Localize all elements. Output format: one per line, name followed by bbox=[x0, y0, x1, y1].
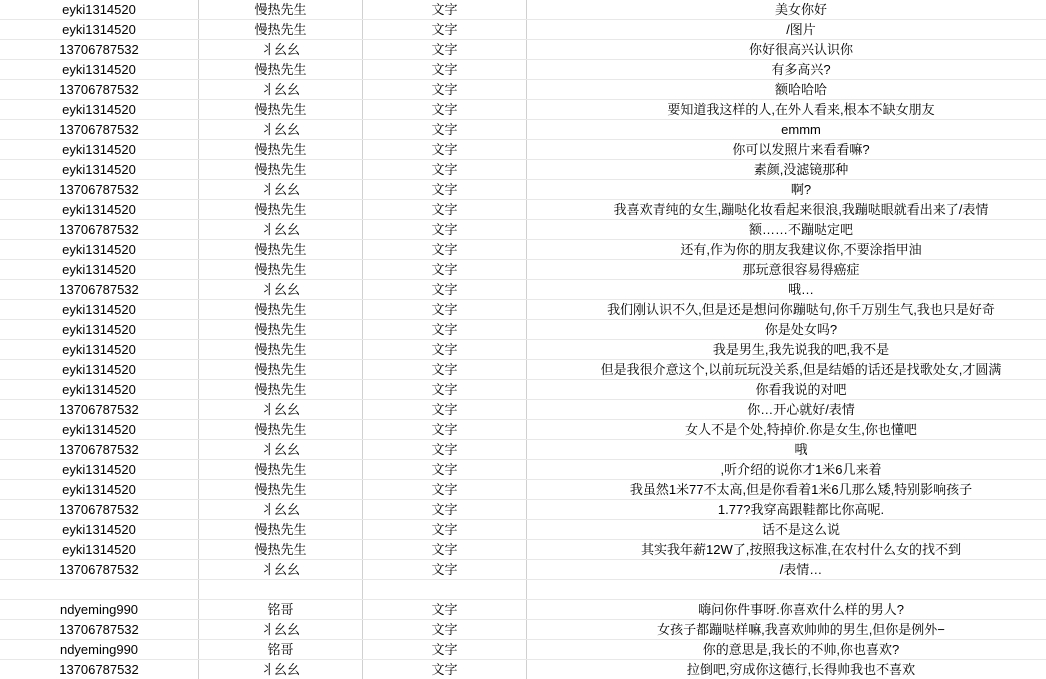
cell-nickname: 丬幺幺 bbox=[199, 80, 363, 100]
table-row bbox=[0, 480, 1046, 500]
cell-message: 你…开心就好/表情 bbox=[527, 400, 1046, 420]
table-row bbox=[0, 80, 1046, 100]
cell-account: eyki1314520 bbox=[0, 480, 199, 500]
cell-account: eyki1314520 bbox=[0, 0, 199, 20]
cell-type: 文字 bbox=[363, 40, 527, 60]
table-row bbox=[0, 360, 1046, 380]
cell-account: 13706787532 bbox=[0, 40, 199, 60]
cell-message: 我虽然1米77不太高,但是你看着1米6几那么矮,特别影响孩子 bbox=[527, 480, 1046, 500]
cell-type: 文字 bbox=[363, 200, 527, 220]
cell-message: 女孩子都蹦哒样嘛,我喜欢帅帅的男生,但你是例外− bbox=[527, 620, 1046, 640]
cell-account: eyki1314520 bbox=[0, 200, 199, 220]
table-row bbox=[0, 180, 1046, 200]
cell-account: eyki1314520 bbox=[0, 380, 199, 400]
cell-nickname: 慢热先生 bbox=[199, 160, 363, 180]
table-row bbox=[0, 100, 1046, 120]
table-row bbox=[0, 160, 1046, 180]
table-row bbox=[0, 20, 1046, 40]
cell-nickname: 慢热先生 bbox=[199, 360, 363, 380]
table-row bbox=[0, 240, 1046, 260]
cell-type: 文字 bbox=[363, 300, 527, 320]
cell-type: 文字 bbox=[363, 60, 527, 80]
cell-nickname: 慢热先生 bbox=[199, 240, 363, 260]
cell-message: 要知道我这样的人,在外人看来,根本不缺女朋友 bbox=[527, 100, 1046, 120]
cell-message: 还有,作为你的朋友我建议你,不要涂指甲油 bbox=[527, 240, 1046, 260]
cell-message: emmm bbox=[527, 120, 1046, 140]
cell-account bbox=[0, 580, 199, 600]
cell-type: 文字 bbox=[363, 500, 527, 520]
table-row bbox=[0, 440, 1046, 460]
cell-nickname: 丬幺幺 bbox=[199, 280, 363, 300]
cell-nickname: 慢热先生 bbox=[199, 140, 363, 160]
cell-account: eyki1314520 bbox=[0, 300, 199, 320]
cell-account: ndyeming990 bbox=[0, 640, 199, 660]
cell-message: 美女你好 bbox=[527, 0, 1046, 20]
cell-type: 文字 bbox=[363, 240, 527, 260]
cell-account: eyki1314520 bbox=[0, 520, 199, 540]
cell-message: 额……不蹦哒定吧 bbox=[527, 220, 1046, 240]
cell-nickname: 慢热先生 bbox=[199, 320, 363, 340]
cell-account: eyki1314520 bbox=[0, 160, 199, 180]
cell-nickname: 丬幺幺 bbox=[199, 220, 363, 240]
table-row bbox=[0, 120, 1046, 140]
cell-nickname: 慢热先生 bbox=[199, 380, 363, 400]
cell-message: 你可以发照片来看看嘛? bbox=[527, 140, 1046, 160]
cell-type: 文字 bbox=[363, 420, 527, 440]
cell-type: 文字 bbox=[363, 120, 527, 140]
cell-type: 文字 bbox=[363, 220, 527, 240]
table-row bbox=[0, 420, 1046, 440]
cell-message: ,听介绍的说你才1米6几来着 bbox=[527, 460, 1046, 480]
cell-type: 文字 bbox=[363, 340, 527, 360]
cell-type: 文字 bbox=[363, 520, 527, 540]
table-row-blank bbox=[0, 580, 1046, 600]
cell-nickname bbox=[199, 580, 363, 600]
cell-type: 文字 bbox=[363, 260, 527, 280]
cell-type: 文字 bbox=[363, 660, 527, 679]
cell-account: 13706787532 bbox=[0, 80, 199, 100]
cell-nickname: 丬幺幺 bbox=[199, 440, 363, 460]
cell-type: 文字 bbox=[363, 600, 527, 620]
cell-type: 文字 bbox=[363, 460, 527, 480]
cell-account: 13706787532 bbox=[0, 280, 199, 300]
cell-type: 文字 bbox=[363, 480, 527, 500]
cell-message: 啊? bbox=[527, 180, 1046, 200]
table-row bbox=[0, 60, 1046, 80]
cell-type: 文字 bbox=[363, 280, 527, 300]
table-row bbox=[0, 40, 1046, 60]
table-row bbox=[0, 0, 1046, 20]
cell-nickname: 丬幺幺 bbox=[199, 560, 363, 580]
cell-nickname: 慢热先生 bbox=[199, 520, 363, 540]
cell-nickname: 丬幺幺 bbox=[199, 180, 363, 200]
cell-message: /表情… bbox=[527, 560, 1046, 580]
table-row bbox=[0, 280, 1046, 300]
cell-message: 嗨问你件事呀.你喜欢什么样的男人? bbox=[527, 600, 1046, 620]
cell-type: 文字 bbox=[363, 360, 527, 380]
cell-type: 文字 bbox=[363, 440, 527, 460]
table-row bbox=[0, 300, 1046, 320]
table-row bbox=[0, 340, 1046, 360]
cell-account: eyki1314520 bbox=[0, 540, 199, 560]
cell-nickname: 慢热先生 bbox=[199, 300, 363, 320]
table-row bbox=[0, 400, 1046, 420]
cell-account: 13706787532 bbox=[0, 660, 199, 679]
cell-nickname: 慢热先生 bbox=[199, 260, 363, 280]
table-row bbox=[0, 600, 1046, 620]
cell-message: 素颜,没滤镜那种 bbox=[527, 160, 1046, 180]
cell-account: eyki1314520 bbox=[0, 360, 199, 380]
cell-nickname: 丬幺幺 bbox=[199, 660, 363, 679]
table-row bbox=[0, 380, 1046, 400]
cell-message: 话不是这么说 bbox=[527, 520, 1046, 540]
table-row bbox=[0, 640, 1046, 660]
table-row bbox=[0, 520, 1046, 540]
table-row bbox=[0, 540, 1046, 560]
cell-message: 哦 bbox=[527, 440, 1046, 460]
cell-account: eyki1314520 bbox=[0, 20, 199, 40]
cell-message: /图片 bbox=[527, 20, 1046, 40]
cell-message: 1.77?我穿高跟鞋都比你高呢. bbox=[527, 500, 1046, 520]
cell-account: 13706787532 bbox=[0, 440, 199, 460]
cell-nickname: 慢热先生 bbox=[199, 460, 363, 480]
cell-message: 额哈哈哈 bbox=[527, 80, 1046, 100]
cell-account: eyki1314520 bbox=[0, 420, 199, 440]
cell-message: 你好很高兴认识你 bbox=[527, 40, 1046, 60]
cell-message: 我们刚认识不久,但是还是想问你蹦哒句,你千万别生气,我也只是好奇 bbox=[527, 300, 1046, 320]
cell-type: 文字 bbox=[363, 160, 527, 180]
table-row bbox=[0, 560, 1046, 580]
cell-message: 女人不是个处,特掉价.你是女生,你也懂吧 bbox=[527, 420, 1046, 440]
cell-nickname: 丬幺幺 bbox=[199, 120, 363, 140]
cell-type: 文字 bbox=[363, 620, 527, 640]
cell-type: 文字 bbox=[363, 380, 527, 400]
cell-account: eyki1314520 bbox=[0, 460, 199, 480]
cell-account: eyki1314520 bbox=[0, 340, 199, 360]
cell-nickname: 慢热先生 bbox=[199, 340, 363, 360]
cell-type: 文字 bbox=[363, 560, 527, 580]
cell-account: 13706787532 bbox=[0, 180, 199, 200]
cell-type: 文字 bbox=[363, 80, 527, 100]
cell-message: 拉倒吧,穷成你这德行,长得帅我也不喜欢 bbox=[527, 660, 1046, 679]
table-row bbox=[0, 660, 1046, 679]
cell-account: eyki1314520 bbox=[0, 260, 199, 280]
cell-account: 13706787532 bbox=[0, 220, 199, 240]
cell-type: 文字 bbox=[363, 400, 527, 420]
cell-message: 我是男生,我先说我的吧,我不是 bbox=[527, 340, 1046, 360]
cell-account: 13706787532 bbox=[0, 400, 199, 420]
cell-account: 13706787532 bbox=[0, 560, 199, 580]
cell-account: 13706787532 bbox=[0, 120, 199, 140]
cell-message: 我喜欢青纯的女生,蹦哒化妆看起来很浪,我蹦哒眼就看出来了/表情 bbox=[527, 200, 1046, 220]
cell-type: 文字 bbox=[363, 100, 527, 120]
table-row bbox=[0, 620, 1046, 640]
cell-type: 文字 bbox=[363, 0, 527, 20]
cell-nickname: 铭哥 bbox=[199, 640, 363, 660]
cell-account: eyki1314520 bbox=[0, 140, 199, 160]
cell-nickname: 丬幺幺 bbox=[199, 40, 363, 60]
cell-account: 13706787532 bbox=[0, 500, 199, 520]
cell-nickname: 慢热先生 bbox=[199, 200, 363, 220]
cell-message bbox=[527, 580, 1046, 600]
table-row bbox=[0, 220, 1046, 240]
cell-account: ndyeming990 bbox=[0, 600, 199, 620]
cell-message: 那玩意很容易得癌症 bbox=[527, 260, 1046, 280]
cell-message: 有多高兴? bbox=[527, 60, 1046, 80]
cell-type: 文字 bbox=[363, 320, 527, 340]
table-row bbox=[0, 200, 1046, 220]
cell-type: 文字 bbox=[363, 20, 527, 40]
table-row bbox=[0, 260, 1046, 280]
table-row bbox=[0, 500, 1046, 520]
cell-message: 但是我很介意这个,以前玩玩没关系,但是结婚的话还是找歌处女,才圆满 bbox=[527, 360, 1046, 380]
cell-nickname: 慢热先生 bbox=[199, 540, 363, 560]
cell-nickname: 慢热先生 bbox=[199, 480, 363, 500]
cell-account: eyki1314520 bbox=[0, 240, 199, 260]
cell-message: 其实我年薪12W了,按照我这标准,在农村什么女的找不到 bbox=[527, 540, 1046, 560]
cell-type: 文字 bbox=[363, 140, 527, 160]
cell-type bbox=[363, 580, 527, 600]
cell-account: 13706787532 bbox=[0, 620, 199, 640]
cell-type: 文字 bbox=[363, 640, 527, 660]
cell-nickname: 慢热先生 bbox=[199, 20, 363, 40]
cell-message: 你是处女吗? bbox=[527, 320, 1046, 340]
cell-account: eyki1314520 bbox=[0, 60, 199, 80]
cell-nickname: 丬幺幺 bbox=[199, 500, 363, 520]
cell-message: 哦… bbox=[527, 280, 1046, 300]
cell-account: eyki1314520 bbox=[0, 100, 199, 120]
cell-nickname: 慢热先生 bbox=[199, 420, 363, 440]
cell-type: 文字 bbox=[363, 540, 527, 560]
cell-nickname: 慢热先生 bbox=[199, 0, 363, 20]
cell-nickname: 丬幺幺 bbox=[199, 620, 363, 640]
table-row bbox=[0, 460, 1046, 480]
cell-nickname: 铭哥 bbox=[199, 600, 363, 620]
table-row bbox=[0, 140, 1046, 160]
cell-nickname: 慢热先生 bbox=[199, 60, 363, 80]
cell-type: 文字 bbox=[363, 180, 527, 200]
cell-message: 你看我说的对吧 bbox=[527, 380, 1046, 400]
cell-nickname: 慢热先生 bbox=[199, 100, 363, 120]
cell-message: 你的意思是,我长的不帅,你也喜欢? bbox=[527, 640, 1046, 660]
cell-nickname: 丬幺幺 bbox=[199, 400, 363, 420]
cell-account: eyki1314520 bbox=[0, 320, 199, 340]
table-row bbox=[0, 320, 1046, 340]
